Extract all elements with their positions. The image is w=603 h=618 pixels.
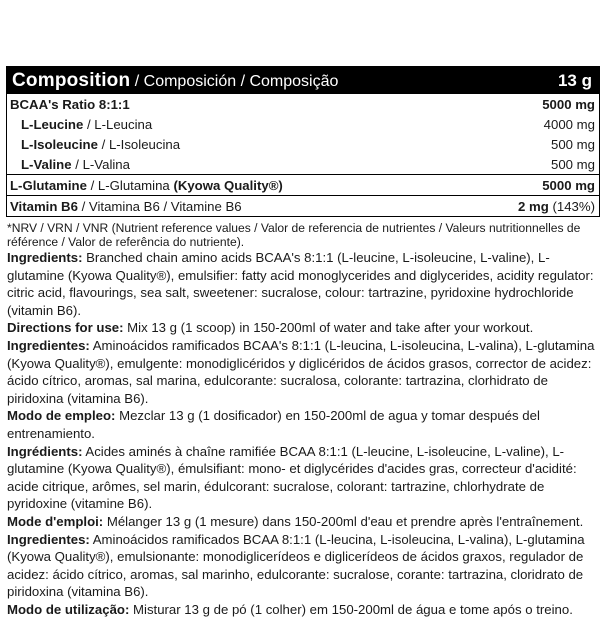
table-row-isoleucine: L-Isoleucine / L-Isoleucina 500 mg: [21, 136, 595, 152]
row-value: 500 mg: [551, 136, 595, 152]
table-row-glutamine: L-Glutamine / L-Glutamina (Kyowa Quality®) 5000 mg: [7, 174, 599, 195]
nutrition-panel: [6, 66, 600, 618]
directions-es: Modo de empleo: Mezclar 13 g (1 dosificador) en 150-200ml de agua y tomar después del entrenamiento.: [7, 408, 540, 441]
ingredients-pt: Ingredientes: Aminoácidos ramificados BCAA 8:1:1 (L-leucina, L-isoleucina, L-valina), L-glutamina (Kyowa Quality®), emulsionante: monodiglicerídeos e diglicerídeos de ácidos graxos, regulador de acidez: ácido cítrico, aromas, sal marinho, edulcorante: sucralose, corante: tartrazina, cloridrato de piridoxina (vitamina B6).: [7, 531, 585, 600]
table-row-bcaa: BCAA's Ratio 8:1:1 5000 mg: [10, 96, 595, 112]
nrv-footnote: *NRV / VRN / VNR (Nutrient reference values / Valor de referencia de nutrientes / Valeurs nutritionnelles de référence / Valor de referência do nutriente).: [7, 221, 581, 249]
serving-quantity: 13 g: [557, 70, 592, 90]
row-value: 5000 mg: [542, 96, 595, 112]
composition-header: [7, 67, 599, 94]
ingredients-es: Ingredientes: Aminoácidos ramificados BCAA's 8:1:1 (L-leucina, L-isoleucina, L-valina), L-glutamina (Kyowa Quality®), emulgente: monodiglicéridos y diglicéridos de ácidos grasos, corrector de acidez: ácido cítrico, aromas, sal marina, edulcorante: sucralosa, colorante: tartrazina, clorhidrato de piridoxina (vitamina B6).: [7, 337, 595, 406]
directions-fr: Mode d'emploi: Mélanger 13 g (1 mesure) dans 150-200ml d'eau et prendre après l'entraînement.: [7, 513, 584, 529]
row-value: 2 mg (143%): [518, 198, 595, 214]
row-value: 4000 mg: [543, 116, 595, 132]
table-row-valine: L-Valine / L-Valina 500 mg: [21, 156, 595, 172]
directions-en: Directions for use: Mix 13 g (1 scoop) in 150-200ml of water and take after your workout.: [7, 320, 534, 336]
ingredients-fr: Ingrédients: Acides aminés à chaîne ramifiée BCAA 8:1:1 (L-leucine, L-isoleucine, L-valine), L-glutamine (Kyowa Quality®), émulsifiant: mono- et diglycérides d'acides gras, correcteur d'acidité: acide citrique, arômes, sel marin, édulcorant: sucralose, colorant: tartrazine, chlorhydrate de pyridoxine (vitamine B6).: [7, 443, 577, 512]
row-value: 5000 mg: [542, 177, 595, 193]
directions-pt: Modo de utilização: Misturar 13 g de pó (1 colher) em 150-200ml de água e tome após o treino.: [7, 601, 573, 617]
composition-title: Composition / Composición / Composição: [12, 69, 339, 91]
table-row-vitamin-b6: Vitamin B6 / Vitamina B6 / Vitamine B6 2 mg (143%): [7, 195, 599, 216]
composition-table: [6, 66, 600, 217]
table-row-leucine: L-Leucine / L-Leucina 4000 mg: [21, 116, 595, 132]
row-value: 500 mg: [551, 156, 595, 172]
ingredients-en: Ingredients: Branched chain amino acids BCAA's 8:1:1 (L-leucine, L-isoleucine, L-valine), L-glutamine (Kyowa Quality®), emulsifier: fatty acid monoglycerides and diglycerides, acidity regulator: citric acid, flavourings, sea salt, sweetener: sucralose, colour: tartrazine, pyridoxine hydrochloride (vitamin B6).: [7, 250, 594, 318]
